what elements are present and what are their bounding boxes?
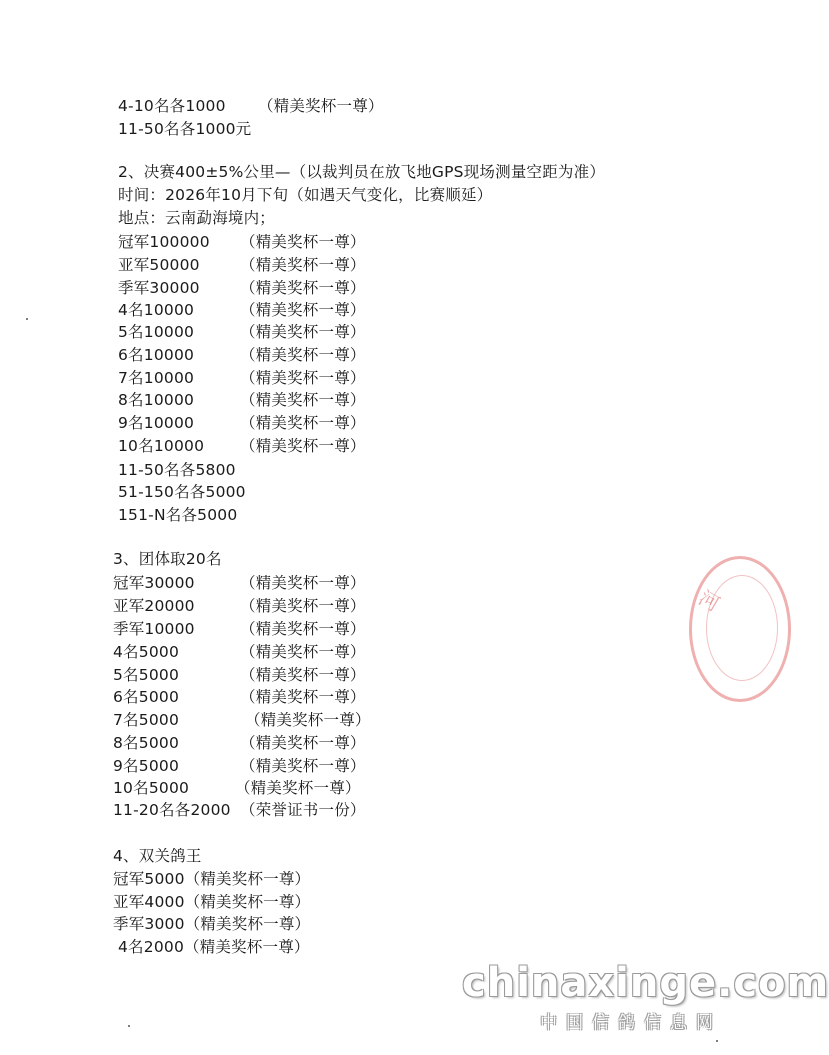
document-line <box>118 278 678 298</box>
line-text: 4名10000 <box>118 301 195 319</box>
line-text: 10名5000 <box>113 779 190 797</box>
line-text: 51-150名各5000 <box>118 483 246 501</box>
watermark-domain: chinaxinge.com <box>462 960 829 1006</box>
line-note: （精美奖杯一尊） <box>235 779 361 797</box>
document-line <box>113 800 673 820</box>
line-text: 亚军20000 <box>113 597 195 615</box>
document-line <box>118 460 678 480</box>
line-note: （精美奖杯一尊） <box>240 734 366 752</box>
red-stamp-seal <box>689 556 791 702</box>
line-note: （精美奖杯一尊） <box>240 574 366 592</box>
line-text: 亚军50000 <box>118 256 200 274</box>
line-text: 8名10000 <box>118 391 195 409</box>
line-note: （精美奖杯一尊） <box>240 279 366 297</box>
document-line <box>118 368 678 388</box>
line-note: （精美奖杯一尊） <box>240 597 366 615</box>
line-text: 7名5000 <box>113 711 180 729</box>
line-text: 时间：2026年10月下旬（如遇天气变化，比赛顺延） <box>118 186 493 204</box>
scan-speck <box>128 1025 130 1027</box>
line-note: （精美奖杯一尊） <box>240 757 366 775</box>
document-line <box>113 778 673 798</box>
document-line <box>113 619 673 639</box>
line-note: （精美奖杯一尊） <box>240 369 366 387</box>
watermark-site-name: 中国信鸽信息网 <box>540 1013 722 1033</box>
line-text: 11-50名各5800 <box>118 461 236 479</box>
line-text: 9名5000 <box>113 757 180 775</box>
seal-text: 河 <box>694 585 724 617</box>
line-note: （精美奖杯一尊） <box>240 620 366 638</box>
document-line <box>118 322 678 342</box>
line-note: （精美奖杯一尊） <box>245 711 371 729</box>
line-note: （精美奖杯一尊） <box>240 346 366 364</box>
line-text: 2、决赛400±5%公里—（以裁判员在放飞地GPS现场测量空距为准） <box>118 163 606 181</box>
document-line <box>118 436 678 456</box>
document-line <box>113 756 673 776</box>
scan-speck <box>26 318 28 320</box>
document-line <box>118 232 678 252</box>
line-text: 季军3000（精美奖杯一尊） <box>113 915 311 933</box>
line-text: 冠军100000 <box>118 233 210 251</box>
line-text: 5名5000 <box>113 666 180 684</box>
line-text: 4、双关鸽王 <box>113 847 202 865</box>
scan-speck <box>716 1040 718 1042</box>
line-note: （精美奖杯一尊） <box>258 97 384 115</box>
line-note: （精美奖杯一尊） <box>240 643 366 661</box>
line-text: 8名5000 <box>113 734 180 752</box>
document-line <box>118 390 678 410</box>
document-line <box>118 96 678 116</box>
document-line <box>118 413 678 433</box>
document-line <box>113 914 673 934</box>
line-note: （精美奖杯一尊） <box>240 437 366 455</box>
line-text: 冠军5000（精美奖杯一尊） <box>113 870 311 888</box>
line-note: （荣誉证书一份） <box>240 801 366 819</box>
document-line <box>118 119 678 139</box>
line-note: （精美奖杯一尊） <box>240 323 366 341</box>
line-text: 4名5000 <box>113 643 180 661</box>
document-line <box>118 300 678 320</box>
line-note: （精美奖杯一尊） <box>240 233 366 251</box>
document-line <box>113 869 673 889</box>
document-line <box>118 937 678 957</box>
document-line <box>113 642 673 662</box>
line-text: 亚军4000（精美奖杯一尊） <box>113 893 311 911</box>
line-text: 季军10000 <box>113 620 195 638</box>
line-text: 3、团体取20名 <box>113 550 222 568</box>
line-note: （精美奖杯一尊） <box>240 666 366 684</box>
document-line <box>118 255 678 275</box>
document-line <box>113 665 673 685</box>
document-line <box>113 892 673 912</box>
line-text: 4名2000（精美奖杯一尊） <box>118 938 310 956</box>
document-line <box>113 573 673 593</box>
line-text: 9名10000 <box>118 414 195 432</box>
line-text: 7名10000 <box>118 369 195 387</box>
line-text: 冠军30000 <box>113 574 195 592</box>
document-line <box>118 482 678 502</box>
line-note: （精美奖杯一尊） <box>240 688 366 706</box>
line-note: （精美奖杯一尊） <box>240 256 366 274</box>
line-note: （精美奖杯一尊） <box>240 414 366 432</box>
document-line <box>113 596 673 616</box>
document-line <box>118 185 678 205</box>
line-text: 151-N名各5000 <box>118 506 238 524</box>
line-text: 11-20名各2000 <box>113 801 231 819</box>
document-line <box>118 208 678 228</box>
document-line <box>118 162 678 182</box>
line-note: （精美奖杯一尊） <box>240 391 366 409</box>
document-line <box>118 345 678 365</box>
document-line <box>113 733 673 753</box>
line-text: 季军30000 <box>118 279 200 297</box>
line-note: （精美奖杯一尊） <box>240 301 366 319</box>
line-text: 10名10000 <box>118 437 205 455</box>
document-line <box>113 687 673 707</box>
document-line <box>118 505 678 525</box>
document-line <box>113 846 673 866</box>
line-text: 5名10000 <box>118 323 195 341</box>
line-text: 4-10名各1000 <box>118 97 226 115</box>
line-text: 11-50名各1000元 <box>118 120 252 138</box>
line-text: 6名10000 <box>118 346 195 364</box>
document-line <box>113 549 673 569</box>
document-line <box>113 710 673 730</box>
line-text: 地点：云南勐海境内； <box>118 209 276 227</box>
line-text: 6名5000 <box>113 688 180 706</box>
